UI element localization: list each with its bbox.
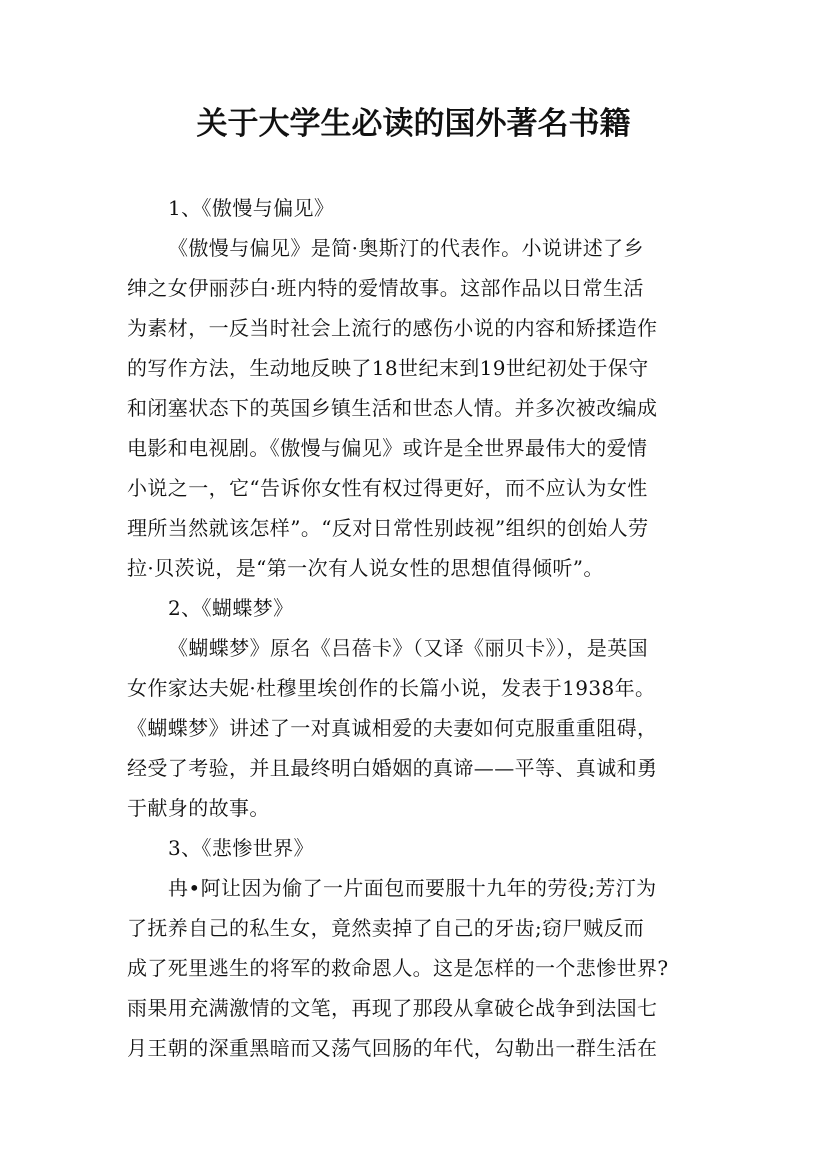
- text-line: 女作家达夫妮·杜穆里埃创作的长篇小说，发表于1938年。: [127, 676, 656, 700]
- text-line: 绅之女伊丽莎白·班内特的爱情故事。这部作品以日常生活: [127, 276, 644, 300]
- text-line: 的写作方法，生动地反映了18世纪末到19世纪初处于保守: [127, 356, 649, 380]
- document-body: [127, 188, 737, 1068]
- text-line: 电影和电视剧。《傲慢与偏见》或许是全世界最伟大的爱情: [127, 436, 648, 460]
- document-title: 关于大学生必读的国外著名书籍: [196, 106, 631, 142]
- text-line: 拉·贝茨说，是“第一次有人说女性的思想值得倾听”。: [127, 556, 604, 580]
- text-line: 1、《傲慢与偏见》: [168, 196, 335, 220]
- text-line: 成了死里逃生的将军的救命恩人。这是怎样的一个悲惨世界?: [127, 956, 669, 980]
- text-line: 雨果用充满激情的文笔，再现了那段从拿破仑战争到法国七: [127, 996, 658, 1020]
- text-line: 和闭塞状态下的英国乡镇生活和世态人情。并多次被改编成: [127, 396, 658, 420]
- text-line: 月王朝的深重黑暗而又荡气回肠的年代，勾勒出一群生活在: [127, 1036, 658, 1060]
- text-line: 于献身的故事。: [127, 796, 270, 820]
- text-line: 小说之一，它“告诉你女性有权过得更好，而不应认为女性: [127, 476, 648, 500]
- text-line: 《蝴蝶梦》讲述了一对真诚相爱的夫妻如何克服重重阻碍，: [127, 716, 658, 740]
- text-line: 经受了考验，并且最终明白婚姻的真谛——平等、真诚和勇: [127, 756, 658, 780]
- text-line: 为素材，一反当时社会上流行的感伤小说的内容和矫揉造作: [127, 316, 658, 340]
- text-line: 2、《蝴蝶梦》: [168, 596, 294, 620]
- text-line: 《蝴蝶梦》原名《吕蓓卡》（又译《丽贝卡》），是英国: [168, 636, 648, 660]
- text-line: 了抚养自己的私生女，竟然卖掉了自己的牙齿;窃尸贼反而: [127, 916, 645, 940]
- text-line: 冉•阿让因为偷了一片面包而要服十九年的劳役;芳汀为: [168, 876, 657, 900]
- text-line: 《傲慢与偏见》是简·奥斯汀的代表作。小说讲述了乡: [168, 236, 644, 260]
- text-line: 理所当然就该怎样”。“反对日常性别歧视”组织的创始人劳: [127, 516, 649, 540]
- text-line: 3、《悲惨世界》: [168, 836, 314, 860]
